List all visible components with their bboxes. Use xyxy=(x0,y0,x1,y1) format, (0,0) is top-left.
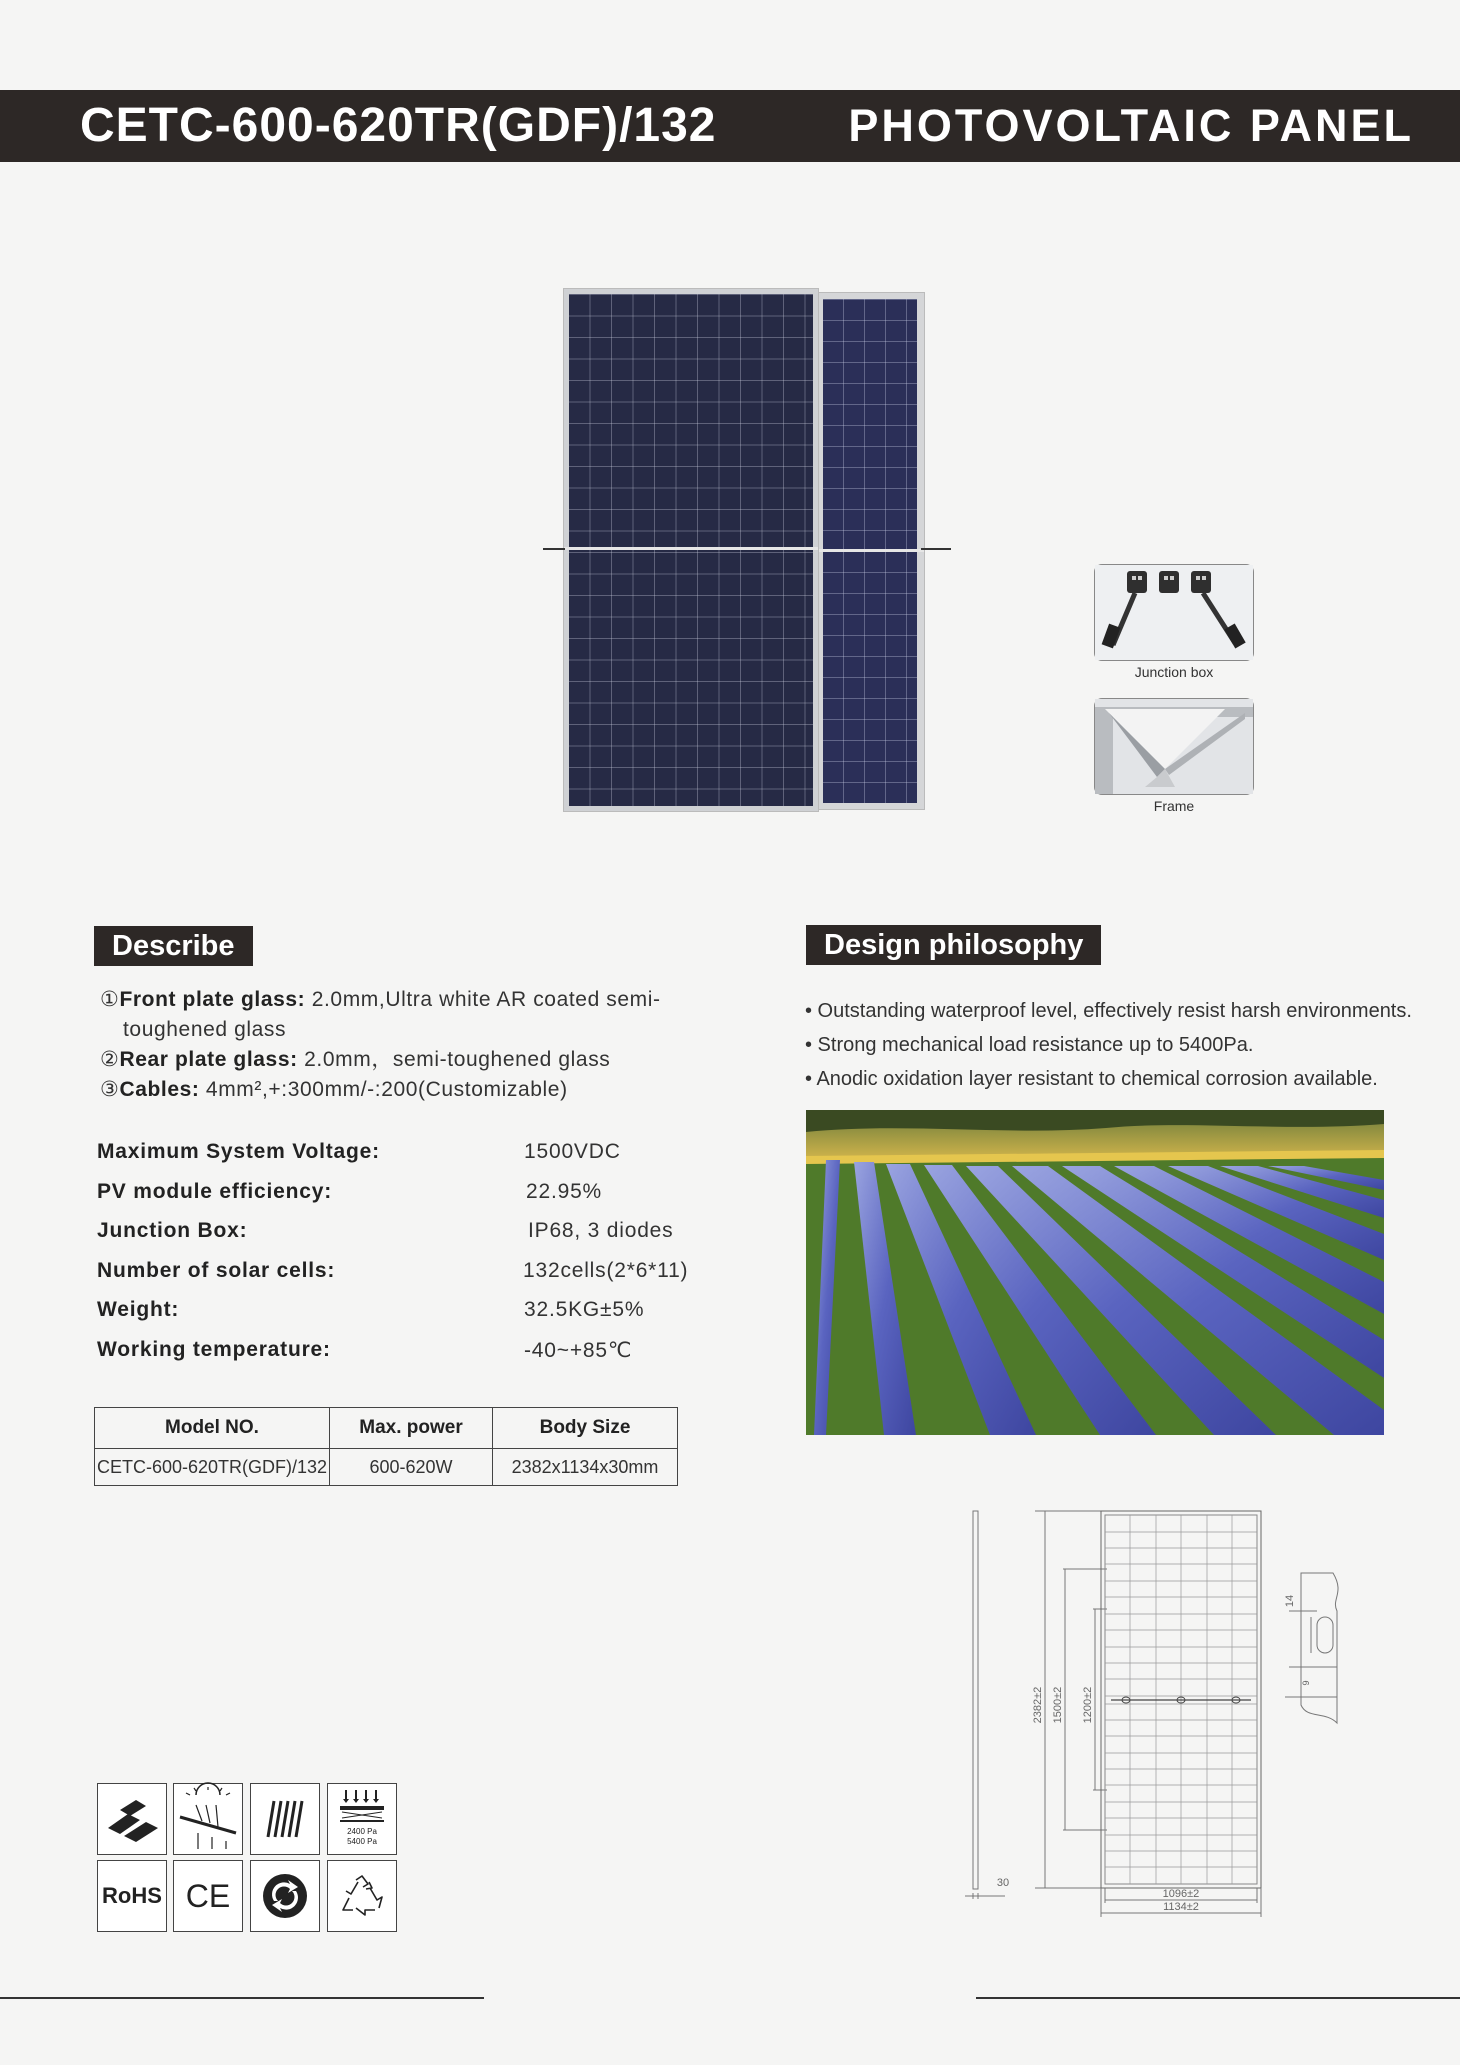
dim-1200: 1200±2 xyxy=(1082,1686,1094,1724)
solar-farm-image xyxy=(806,1110,1384,1435)
table-header: Model NO. xyxy=(95,1408,330,1449)
cell-texture-icon xyxy=(250,1783,320,1855)
cable-right xyxy=(921,548,951,550)
mechanical-load-icon xyxy=(327,1783,397,1855)
frame-image xyxy=(1094,698,1254,795)
spec-value: 1500VDC xyxy=(524,1140,621,1163)
describe-item-rear-glass: ②Rear plate glass: 2.0mm，semi-toughened glass xyxy=(100,1048,611,1071)
load-top-label: 2400 Pa xyxy=(347,1827,377,1836)
ce-label: CE xyxy=(185,1877,231,1914)
ce-icon xyxy=(173,1860,243,1932)
describe-item-front-glass: ①Front plate glass: 2.0mm,Ultra white AR coated semi- xyxy=(100,988,661,1011)
product-title: PHOTOVOLTAIC PANEL xyxy=(848,100,1414,151)
table-cell: 600-620W xyxy=(330,1449,493,1486)
design-list xyxy=(805,994,1445,1096)
dim-14: 14 xyxy=(1284,1594,1296,1608)
dim-1500: 1500±2 xyxy=(1052,1686,1064,1724)
design-bullet: • Outstanding waterproof level, effectively resist harsh environments. xyxy=(805,1000,1412,1022)
spec-value: -40~+85℃ xyxy=(524,1339,633,1362)
model-title: CETC-600-620TR(GDF)/132 xyxy=(80,99,717,152)
table-header: Body Size xyxy=(493,1408,678,1449)
panel-module-icon xyxy=(97,1783,167,1855)
table-header: Max. power xyxy=(330,1408,493,1449)
spec-label: Number of solar cells: xyxy=(97,1259,336,1282)
describe-title: Describe xyxy=(94,926,253,966)
dim-30: 30 xyxy=(996,1877,1010,1889)
green-dot-icon xyxy=(250,1860,320,1932)
describe-item-cables: ③Cables: 4mm²,+:300mm/-:200(Customizable) xyxy=(100,1078,568,1101)
table-cell: CETC-600-620TR(GDF)/132 xyxy=(95,1449,330,1486)
dim-1096: 1096±2 xyxy=(1162,1888,1200,1900)
table-row xyxy=(95,1449,678,1486)
model-table xyxy=(94,1407,678,1486)
dim-1134: 1134±2 xyxy=(1163,1901,1199,1913)
spec-label: Working temperature: xyxy=(97,1338,331,1361)
spec-label: PV module efficiency: xyxy=(97,1180,333,1203)
footer-line-right xyxy=(976,1997,1460,1999)
load-bottom-label: 5400 Pa xyxy=(347,1837,377,1846)
describe-list xyxy=(100,985,720,1105)
spec-value: 32.5KG±5% xyxy=(524,1298,645,1321)
panel-back-image xyxy=(818,292,925,810)
frame-caption: Frame xyxy=(1153,798,1195,814)
table-cell: 2382x1134x30mm xyxy=(493,1449,678,1486)
rohs-icon xyxy=(97,1860,167,1932)
junction-box-caption: Junction box xyxy=(1134,664,1214,680)
spec-value: 132cells(2*6*11) xyxy=(523,1259,689,1282)
recycle-icon xyxy=(327,1860,397,1932)
junction-box-image xyxy=(1094,564,1254,661)
dimension-drawing xyxy=(945,1505,1385,1913)
spec-label: Junction Box: xyxy=(97,1219,248,1242)
spec-label: Weight: xyxy=(97,1298,180,1321)
dim-2382: 2382±2 xyxy=(1032,1686,1044,1724)
dim-9: 9 xyxy=(1301,1680,1311,1686)
cable-left xyxy=(543,548,565,550)
design-bullet: • Strong mechanical load resistance up to 5400Pa. xyxy=(805,1034,1254,1056)
footer-line-left xyxy=(0,1997,484,1999)
panel-front-image xyxy=(563,288,819,812)
rohs-label: RoHS xyxy=(102,1883,162,1908)
describe-item-front-glass-cont: toughened glass xyxy=(123,1018,287,1041)
table-header-row xyxy=(95,1408,678,1449)
spec-value: IP68, 3 diodes xyxy=(528,1219,674,1242)
design-title: Design philosophy xyxy=(806,925,1101,965)
design-bullet: • Anodic oxidation layer resistant to chemical corrosion available. xyxy=(805,1068,1378,1090)
spec-label: Maximum System Voltage: xyxy=(97,1140,380,1163)
sun-resistance-icon xyxy=(173,1783,243,1855)
spec-value: 22.95% xyxy=(526,1180,603,1203)
